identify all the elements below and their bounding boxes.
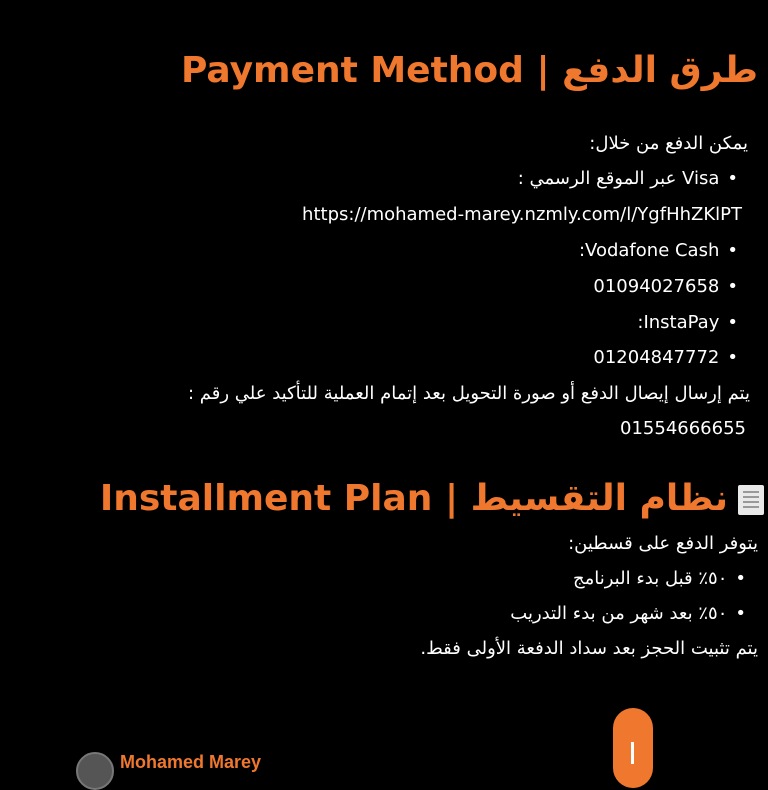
bullet-icon (727, 568, 746, 589)
confirm-number: 01554666655 (620, 418, 746, 439)
bullet-icon (719, 347, 738, 368)
visa-label: Visa عبر الموقع الرسمي : (517, 168, 720, 189)
installment-intro: يتوفر الدفع على قسطين: (568, 533, 758, 554)
vodafone-number-item (20, 276, 738, 297)
bullet-icon (719, 276, 738, 297)
vodafone-label: Vodafone Cash: (578, 240, 720, 261)
installment-note: يتم تثبيت الحجز بعد سداد الدفعة الأولى فقط. (420, 638, 758, 659)
bullet-icon (719, 168, 738, 189)
instapay-number-item (20, 347, 738, 368)
installment-item-2-text: ٥٠٪ بعد شهر من بدء التدريب (510, 603, 728, 624)
payment-heading: طرق الدفع | Payment Method (180, 50, 758, 91)
visa-url[interactable]: https://mohamed-marey.nzmly.com/l/YgfHhZKlPT (302, 204, 742, 225)
installment-heading-row (20, 478, 764, 519)
installment-heading: نظام التقسيط | Installment Plan (99, 478, 728, 519)
author-name: Mohamed Marey (120, 752, 262, 772)
vodafone-number: 01094027658 (593, 276, 720, 297)
instapay-number: 01204847772 (593, 347, 720, 368)
receipt-icon (738, 485, 764, 515)
bullet-icon (719, 312, 738, 333)
pill-indicator (631, 742, 634, 764)
vodafone-item (20, 240, 738, 261)
installment-item-1 (20, 568, 746, 589)
instapay-label: InstaPay: (637, 312, 720, 333)
visa-item (20, 168, 738, 189)
avatar (76, 752, 114, 790)
confirm-note: يتم إرسال إيصال الدفع أو صورة التحويل بعد إتمام العملية للتأكيد علي رقم : (188, 383, 750, 404)
payment-intro: يمكن الدفع من خلال: (589, 133, 748, 154)
bullet-icon (727, 603, 746, 624)
installment-item-1-text: ٥٠٪ قبل بدء البرنامج (573, 568, 728, 589)
instapay-item (20, 312, 738, 333)
installment-item-2 (20, 603, 746, 624)
bullet-icon (719, 240, 738, 261)
